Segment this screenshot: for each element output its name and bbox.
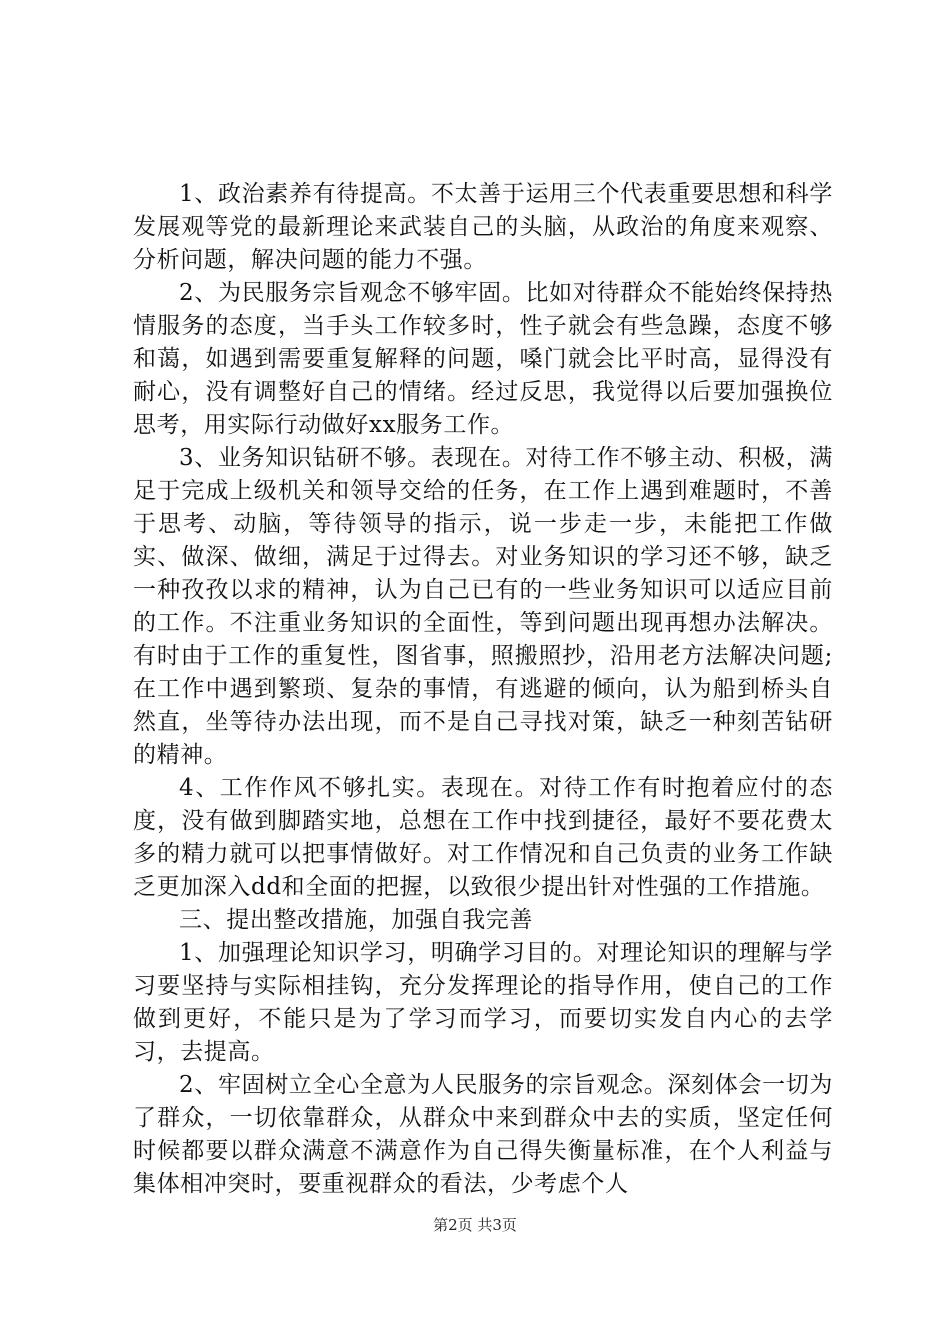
page-footer: 第2页 共3页: [433, 1216, 517, 1234]
section-heading-rectification: 三、提出整改措施，加强自我完善: [179, 907, 533, 933]
paragraph-work-style: 4、工作作风不够扎实。表现在。对待工作有时抱着应付的态度，没有做到脚踏实地，总想在工作中找到捷径，最好不要花费太多的精力就可以把事情做好。对工作情况和自己负责的业务工作缺乏更加深入dd和全面的把握，以致很少提出针对性强的工作措施。: [133, 775, 833, 900]
paragraph-theory-study: 1、加强理论知识学习，明确学习目的。对理论知识的理解与学习要坚持与实际相挂钩，充分发挥理论的指导作用，使自己的工作做到更好，不能只是为了学习而学习，而要切实发自内心的去学习，去提高。: [133, 940, 833, 1065]
paragraph-business-knowledge: 3、业务知识钻研不够。表现在。对待工作不够主动、积极，满足于完成上级机关和领导交给的任务，在工作上遇到难题时，不善于思考、动脑，等待领导的指示，说一步走一步，未能把工作做实、做深、做细，满足于过得去。对业务知识的学习还不够，缺乏一种孜孜以求的精神，认为自己已有的一些业务知识可以适应目前的工作。不注重业务知识的全面性，等到问题出现再想办法解决。有时由于工作的重复性，图省事，照搬照抄，沿用老方法解决问题;在工作中遇到繁琐、复杂的事情，有逃避的倾向，认为船到桥头自然直，坐等待办法出现，而不是自己寻找对策，缺乏一种刻苦钻研的精神。: [133, 445, 833, 768]
document-body: [133, 178, 833, 1201]
paragraph-serve-people: 2、牢固树立全心全意为人民服务的宗旨观念。深刻体会一切为了群众，一切依靠群众，从群众中来到群众中去的实质，坚定任何时候都要以群众满意不满意作为自己得失衡量标准，在个人利益与集体相冲突时，要重视群众的看法，少考虑个人: [133, 1072, 833, 1197]
paragraph-political-literacy: 1、政治素养有待提高。不太善于运用三个代表重要思想和科学发展观等党的最新理论来武装自己的头脑，从政治的角度来观察、分析问题，解决问题的能力不强。: [133, 181, 833, 273]
paragraph-service-concept: 2、为民服务宗旨观念不够牢固。比如对待群众不能始终保持热情服务的态度，当手头工作较多时，性子就会有些急躁，态度不够和蔼，如遇到需要重复解释的问题，嗓门就会比平时高，显得没有耐心，没有调整好自己的情绪。经过反思，我觉得以后要加强换位思考，用实际行动做好xx服务工作。: [133, 280, 833, 438]
